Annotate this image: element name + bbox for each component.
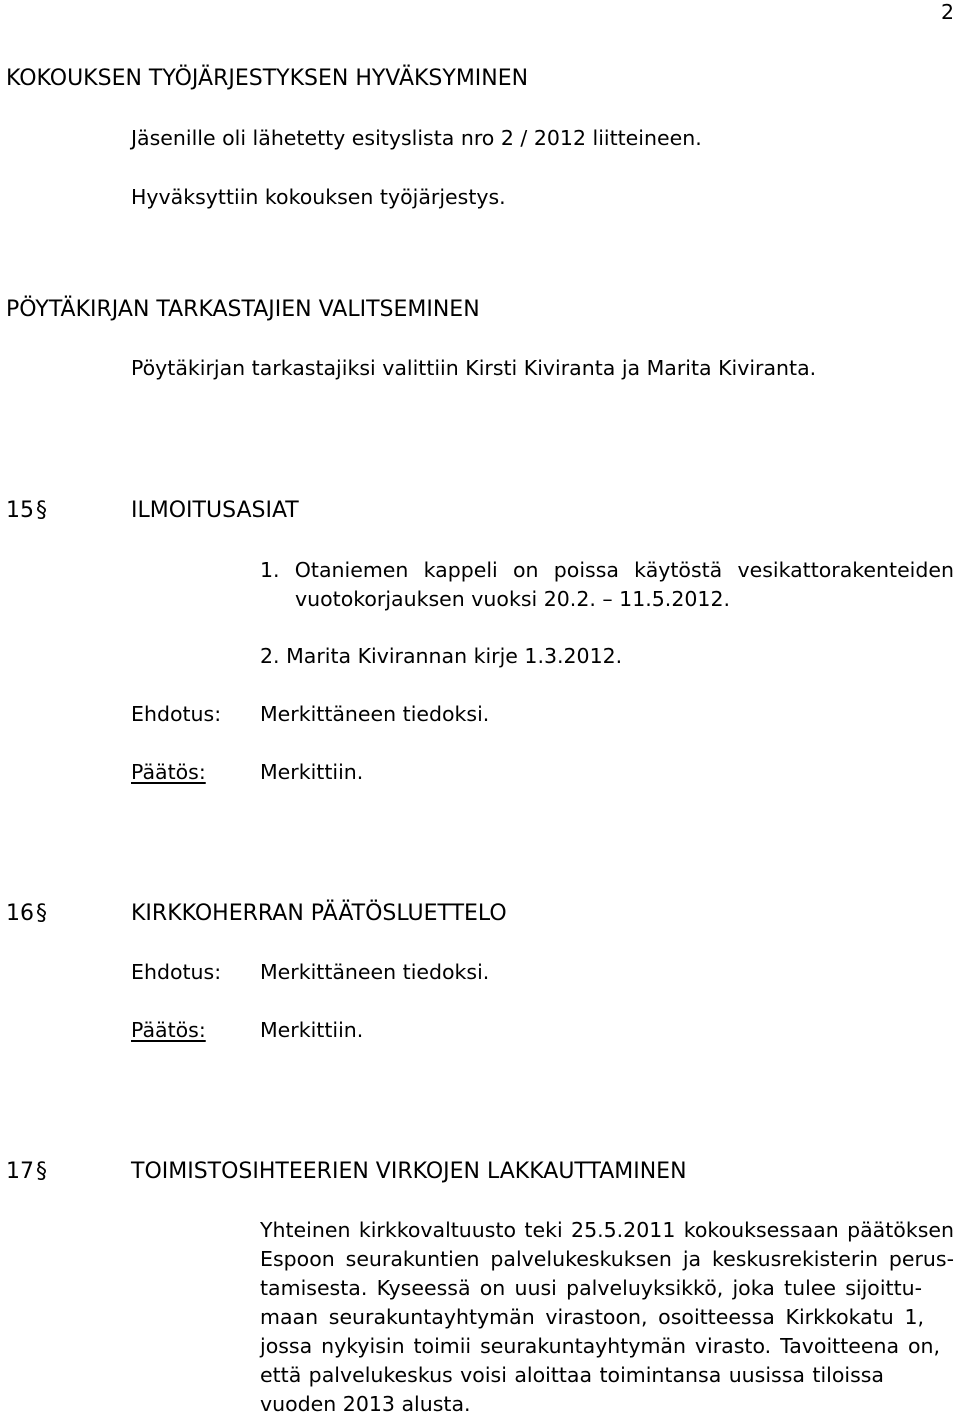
body-line: tamisesta. Kyseessä on uusi palveluyksikkö, joka tulee sijoittu- bbox=[260, 1276, 922, 1300]
inspectors-heading: PÖYTÄKIRJAN TARKASTAJIEN VALITSEMINEN bbox=[6, 297, 480, 322]
body-line: Yhteinen kirkkovaltuusto teki 25.5.2011 kokouksessaan päätöksen bbox=[260, 1218, 954, 1242]
agenda-text-2: Hyväksyttiin kokouksen työjärjestys. bbox=[131, 185, 506, 209]
notice-item-1-line-1: 1. Otaniemen kappeli on poissa käytöstä vesikattorakenteiden bbox=[260, 558, 954, 582]
notice-item-2: 2. Marita Kivirannan kirje 1.3.2012. bbox=[260, 644, 623, 668]
section-15-mark: § bbox=[36, 498, 47, 523]
section-16-mark: § bbox=[36, 901, 47, 926]
section-16-decision-label: Päätös: bbox=[131, 1018, 206, 1042]
body-line: jossa nykyisin toimii seurakuntayhtymän virasto. Tavoitteena on, bbox=[260, 1334, 940, 1358]
agenda-text-1: Jäsenille oli lähetetty esityslista nro 2 / 2012 liitteineen. bbox=[131, 126, 702, 150]
body-line: vuoden 2013 alusta. bbox=[260, 1392, 471, 1416]
section-17-heading: TOIMISTOSIHTEERIEN VIRKOJEN LAKKAUTTAMINEN bbox=[131, 1159, 687, 1184]
body-line: Espoon seurakuntien palvelukeskuksen ja keskusrekisterin perus- bbox=[260, 1247, 954, 1271]
body-line: että palvelukeskus voisi aloittaa toimintansa uusissa tiloissa bbox=[260, 1363, 884, 1387]
section-16-proposal: Merkittäneen tiedoksi. bbox=[260, 960, 490, 984]
section-17-mark: § bbox=[36, 1159, 47, 1184]
section-16-number: 16 bbox=[6, 901, 34, 926]
section-17-number: 17 bbox=[6, 1159, 34, 1184]
section-15-decision-label: Päätös: bbox=[131, 760, 206, 784]
agenda-heading: KOKOUKSEN TYÖJÄRJESTYKSEN HYVÄKSYMINEN bbox=[6, 66, 529, 91]
section-15-decision: Merkittiin. bbox=[260, 760, 364, 784]
notice-item-1-line-2: vuotokorjauksen vuoksi 20.2. – 11.5.2012. bbox=[295, 587, 731, 611]
section-15-proposal: Merkittäneen tiedoksi. bbox=[260, 702, 490, 726]
section-16-heading: KIRKKOHERRAN PÄÄTÖSLUETTELO bbox=[131, 901, 507, 926]
section-16-proposal-label: Ehdotus: bbox=[131, 960, 222, 984]
inspectors-text: Pöytäkirjan tarkastajiksi valittiin Kirsti Kiviranta ja Marita Kiviranta. bbox=[131, 356, 817, 380]
section-15-proposal-label: Ehdotus: bbox=[131, 702, 222, 726]
page-number: 2 bbox=[940, 0, 954, 24]
section-15-number: 15 bbox=[6, 498, 34, 523]
section-15-heading: ILMOITUSASIAT bbox=[131, 498, 299, 523]
section-16-decision: Merkittiin. bbox=[260, 1018, 364, 1042]
body-line: maan seurakuntayhtymän virastoon, osoitteessa Kirkkokatu 1, bbox=[260, 1305, 924, 1329]
